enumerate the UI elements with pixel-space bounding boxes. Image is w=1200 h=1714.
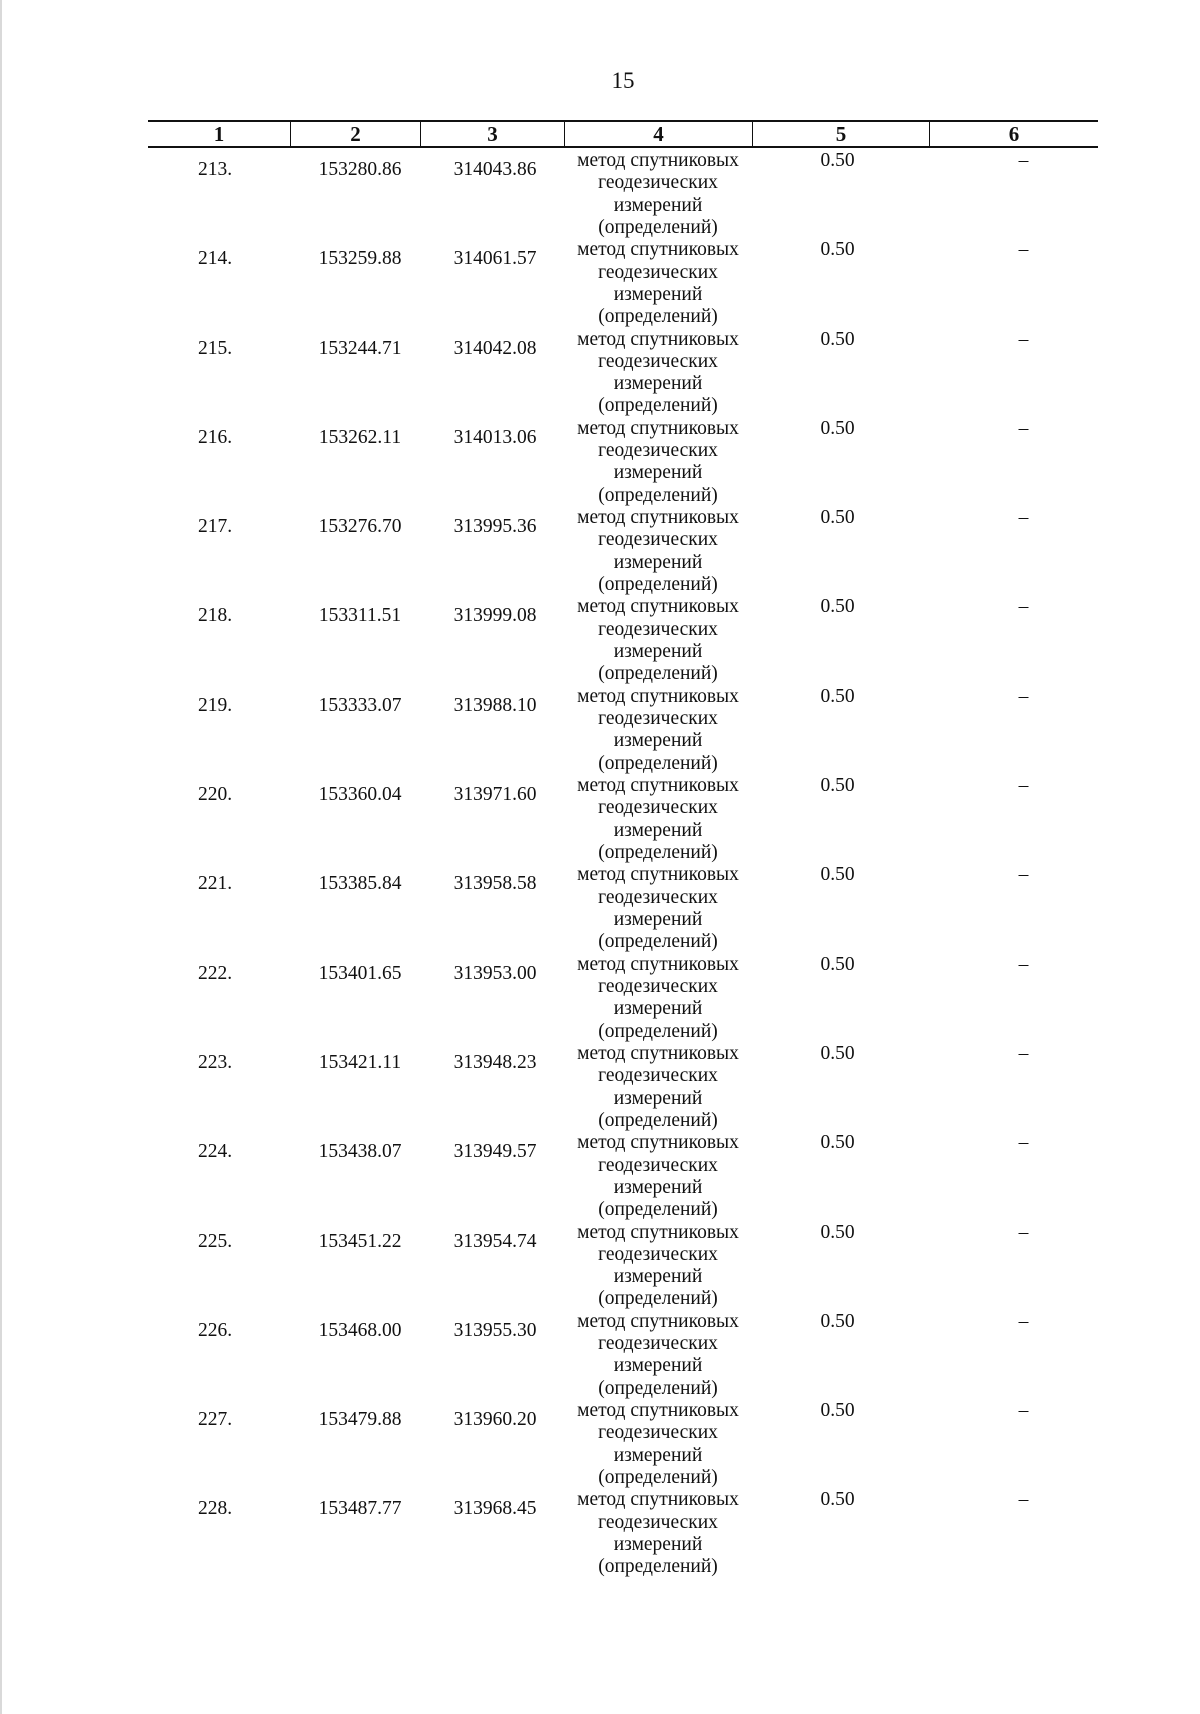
method-line: геодезических [598,975,718,997]
column-header-3: 3 [420,122,564,146]
method-line: метод спутниковых [577,1310,739,1332]
method-line: метод спутниковых [577,864,739,886]
accuracy-value [752,1043,929,1132]
accuracy-value-text: 0.50 [820,1042,855,1064]
note-value-text: – [1018,685,1029,707]
coordinate-x [290,507,420,596]
coordinate-y [420,864,564,953]
table-row [148,418,1098,507]
accuracy-value [752,1222,929,1311]
method-line: (определений) [598,931,718,953]
coordinate-y [420,775,564,864]
method-line: геодезических [598,1065,718,1087]
method-line: метод спутниковых [577,953,739,975]
determination-method [564,1132,752,1221]
note-value-text: – [1018,596,1029,618]
coordinate-y [420,418,564,507]
table-row [148,775,1098,864]
table-row [148,1222,1098,1311]
coordinate-y-text: 313949.57 [453,1141,537,1163]
method-line: геодезических [598,172,718,194]
coordinate-x [290,239,420,328]
method-line: геодезических [598,797,718,819]
point-number-text: 221. [197,873,233,895]
determination-method [564,864,752,953]
coordinate-y-text: 313955.30 [453,1319,537,1341]
coordinate-x [290,1043,420,1132]
column-header-4: 4 [564,122,752,146]
coordinate-x-text: 153438.07 [318,1141,402,1163]
method-line: (определений) [598,1556,718,1578]
accuracy-value [752,150,929,239]
method-line: измерений [613,998,703,1020]
accuracy-value [752,507,929,596]
note-value-text: – [1018,1489,1029,1511]
coordinate-x [290,1311,420,1400]
point-number [148,507,290,596]
table-row [148,1489,1098,1578]
determination-method [564,418,752,507]
coordinate-x [290,1400,420,1489]
method-line: (определений) [598,1377,718,1399]
method-line: геодезических [598,350,718,372]
coordinate-x [290,1222,420,1311]
method-line: (определений) [598,484,718,506]
point-number-text: 219. [197,694,233,716]
method-line: геодезических [598,529,718,551]
table-header-row [148,122,1098,148]
table-row [148,1400,1098,1489]
accuracy-value-text: 0.50 [820,864,855,886]
method-line: измерений [613,194,703,216]
note-value-text: – [1018,1221,1029,1243]
accuracy-value [752,775,929,864]
accuracy-value-text: 0.50 [820,150,855,171]
method-line: измерений [613,1087,703,1109]
coordinate-y-text: 313999.08 [453,605,537,627]
method-line: (определений) [598,1199,718,1221]
determination-method [564,686,752,775]
determination-method [564,1489,752,1578]
coordinate-y [420,954,564,1043]
coordinate-y-text: 313948.23 [453,1051,537,1073]
note-value [929,1222,1098,1311]
method-line: (определений) [598,1109,718,1131]
method-line: (определений) [598,574,718,596]
method-line: (определений) [598,1467,718,1489]
coordinate-y [420,596,564,685]
table-row [148,864,1098,953]
method-line: (определений) [598,395,718,417]
coordinate-y [420,329,564,418]
point-number-text: 228. [197,1498,233,1520]
coordinate-x-text: 153259.88 [318,248,402,270]
method-line: (определений) [598,663,718,685]
point-number-text: 214. [197,248,233,270]
accuracy-value [752,1132,929,1221]
method-line: (определений) [598,1288,718,1310]
determination-method [564,239,752,328]
accuracy-value-text: 0.50 [820,1400,855,1422]
accuracy-value-text: 0.50 [820,328,855,350]
table-row [148,329,1098,418]
point-number-text: 225. [197,1230,233,1252]
accuracy-value-text: 0.50 [820,1310,855,1332]
coordinate-x-text: 153479.88 [318,1409,402,1431]
coordinate-y-text: 313958.58 [453,873,537,895]
point-number [148,1400,290,1489]
note-value-text: – [1018,864,1029,886]
coordinate-x-text: 153262.11 [318,426,402,448]
point-number [148,1489,290,1578]
coordinate-x [290,329,420,418]
coordinate-x-text: 153360.04 [318,784,402,806]
point-number-text: 218. [197,605,233,627]
coordinate-x [290,150,420,239]
coordinate-x [290,418,420,507]
coordinate-x [290,1489,420,1578]
determination-method [564,1400,752,1489]
note-value-text: – [1018,1042,1029,1064]
accuracy-value [752,864,929,953]
method-line: метод спутниковых [577,328,739,350]
note-value-text: – [1018,953,1029,975]
accuracy-value-text: 0.50 [820,1221,855,1243]
point-number-text: 216. [197,426,233,448]
accuracy-value [752,329,929,418]
coordinate-y-text: 314061.57 [453,248,537,270]
coordinate-y [420,1311,564,1400]
coordinate-y-text: 313960.20 [453,1409,537,1431]
method-line: измерений [613,551,703,573]
point-number [148,1132,290,1221]
note-value-text: – [1018,1400,1029,1422]
note-value [929,686,1098,775]
coordinate-x-text: 153276.70 [318,516,402,538]
note-value-text: – [1018,1132,1029,1154]
note-value-text: – [1018,239,1029,261]
coordinate-y [420,507,564,596]
column-header-6: 6 [929,122,1098,146]
determination-method [564,507,752,596]
accuracy-value [752,1311,929,1400]
note-value-text: – [1018,417,1029,439]
note-value [929,596,1098,685]
table-body [148,150,1098,1579]
method-line: измерений [613,641,703,663]
coordinate-x-text: 153280.86 [318,159,402,180]
point-number-text: 222. [197,962,233,984]
coordinate-x [290,596,420,685]
coordinate-y-text: 313995.36 [453,516,537,538]
method-line: метод спутниковых [577,507,739,529]
note-value [929,864,1098,953]
accuracy-value [752,418,929,507]
coordinate-x-text: 153468.00 [318,1319,402,1341]
coordinate-x [290,954,420,1043]
coordinate-x-text: 153244.71 [318,337,402,359]
coordinate-x-text: 153451.22 [318,1230,402,1252]
point-number-text: 217. [197,516,233,538]
accuracy-value [752,954,929,1043]
method-line: измерений [613,1534,703,1556]
accuracy-value-text: 0.50 [820,596,855,618]
method-line: измерений [613,1266,703,1288]
note-value [929,329,1098,418]
coordinate-y-text: 313968.45 [453,1498,537,1520]
determination-method [564,1222,752,1311]
accuracy-value-text: 0.50 [820,953,855,975]
method-line: (определений) [598,216,718,238]
page-number: 15 [611,68,635,93]
note-value [929,954,1098,1043]
determination-method [564,329,752,418]
accuracy-value [752,239,929,328]
note-value [929,239,1098,328]
column-header-5: 5 [752,122,929,146]
coordinate-y [420,239,564,328]
method-line: измерений [613,1355,703,1377]
point-number [148,418,290,507]
accuracy-value-text: 0.50 [820,1489,855,1511]
note-value [929,1489,1098,1578]
point-number [148,239,290,328]
method-line: метод спутниковых [577,1400,739,1422]
accuracy-value [752,1400,929,1489]
coordinate-y [420,686,564,775]
method-line: геодезических [598,886,718,908]
coordinate-x-text: 153421.11 [318,1051,402,1073]
point-number-text: 224. [197,1141,233,1163]
note-value-text: – [1018,1310,1029,1332]
point-number [148,954,290,1043]
method-line: метод спутниковых [577,150,739,171]
table-row [148,686,1098,775]
accuracy-value-text: 0.50 [820,239,855,261]
method-line: измерений [613,373,703,395]
note-value-text: – [1018,775,1029,797]
table-row [148,1311,1098,1400]
point-number-text: 220. [197,784,233,806]
table-row [148,954,1098,1043]
coordinate-y-text: 314013.06 [453,426,537,448]
note-value [929,150,1098,239]
method-line: (определений) [598,1020,718,1042]
note-value-text: – [1018,507,1029,529]
method-line: геодезических [598,440,718,462]
coordinate-y-text: 314042.08 [453,337,537,359]
determination-method [564,596,752,685]
column-header-2: 2 [290,122,420,146]
method-line: метод спутниковых [577,239,739,261]
column-header-1: 1 [213,122,225,146]
method-line: геодезических [598,708,718,730]
coordinate-y-text: 313988.10 [453,694,537,716]
determination-method [564,954,752,1043]
scan-edge [0,0,2,1714]
coordinate-y [420,1132,564,1221]
method-line: геодезических [598,1511,718,1533]
note-value [929,1400,1098,1489]
coordinate-x-text: 153385.84 [318,873,402,895]
method-line: геодезических [598,1243,718,1265]
method-line: геодезических [598,1154,718,1176]
method-line: (определений) [598,841,718,863]
coordinate-y-text: 313971.60 [453,784,537,806]
determination-method [564,1311,752,1400]
note-value [929,507,1098,596]
coordinate-y-text: 313953.00 [453,962,537,984]
accuracy-value-text: 0.50 [820,417,855,439]
point-number [148,596,290,685]
method-line: измерений [613,283,703,305]
coordinate-y-text: 314043.86 [453,159,537,180]
table-row [148,150,1098,239]
note-value [929,418,1098,507]
method-line: измерений [613,730,703,752]
table-row [148,1043,1098,1132]
method-line: метод спутниковых [577,417,739,439]
coordinate-x [290,1132,420,1221]
note-value [929,1132,1098,1221]
determination-method [564,1043,752,1132]
note-value [929,775,1098,864]
accuracy-value [752,1489,929,1578]
method-line: измерений [613,462,703,484]
determination-method [564,775,752,864]
accuracy-value [752,596,929,685]
coordinate-x-text: 153487.77 [318,1498,402,1520]
method-line: измерений [613,1444,703,1466]
point-number-text: 215. [197,337,233,359]
method-line: геодезических [598,261,718,283]
method-line: геодезических [598,1422,718,1444]
accuracy-value-text: 0.50 [820,507,855,529]
method-line: метод спутниковых [577,775,739,797]
coordinate-x-text: 153401.65 [318,962,402,984]
point-number [148,329,290,418]
point-number-text: 213. [197,159,233,180]
coordinate-y [420,150,564,239]
table-row [148,1132,1098,1221]
table-row [148,507,1098,596]
coordinate-x [290,686,420,775]
accuracy-value-text: 0.50 [820,685,855,707]
method-line: метод спутниковых [577,1042,739,1064]
table-row [148,239,1098,328]
determination-method [564,150,752,239]
note-value [929,1043,1098,1132]
method-line: измерений [613,908,703,930]
accuracy-value [752,686,929,775]
method-line: (определений) [598,752,718,774]
table-row [148,596,1098,685]
note-value [929,1311,1098,1400]
point-number [148,864,290,953]
coordinate-x [290,775,420,864]
coordinate-y-text: 313954.74 [453,1230,537,1252]
method-line: геодезических [598,618,718,640]
note-value-text: – [1018,150,1029,171]
point-number [148,150,290,239]
method-line: метод спутниковых [577,685,739,707]
method-line: геодезических [598,1333,718,1355]
coordinate-x-text: 153333.07 [318,694,402,716]
point-number-text: 227. [197,1409,233,1431]
method-line: (определений) [598,306,718,328]
accuracy-value-text: 0.50 [820,1132,855,1154]
method-line: метод спутниковых [577,596,739,618]
coordinate-x [290,864,420,953]
method-line: метод спутниковых [577,1132,739,1154]
accuracy-value-text: 0.50 [820,775,855,797]
method-line: измерений [613,819,703,841]
point-number [148,1311,290,1400]
method-line: измерений [613,1176,703,1198]
method-line: метод спутниковых [577,1221,739,1243]
coordinate-y [420,1222,564,1311]
coordinate-y [420,1400,564,1489]
coordinate-y [420,1043,564,1132]
coordinate-x-text: 153311.51 [318,605,402,627]
method-line: метод спутниковых [577,1489,739,1511]
point-number-text: 223. [197,1051,233,1073]
point-number [148,1043,290,1132]
coordinate-y [420,1489,564,1578]
point-number [148,775,290,864]
point-number [148,1222,290,1311]
point-number-text: 226. [197,1319,233,1341]
point-number [148,686,290,775]
note-value-text: – [1018,328,1029,350]
